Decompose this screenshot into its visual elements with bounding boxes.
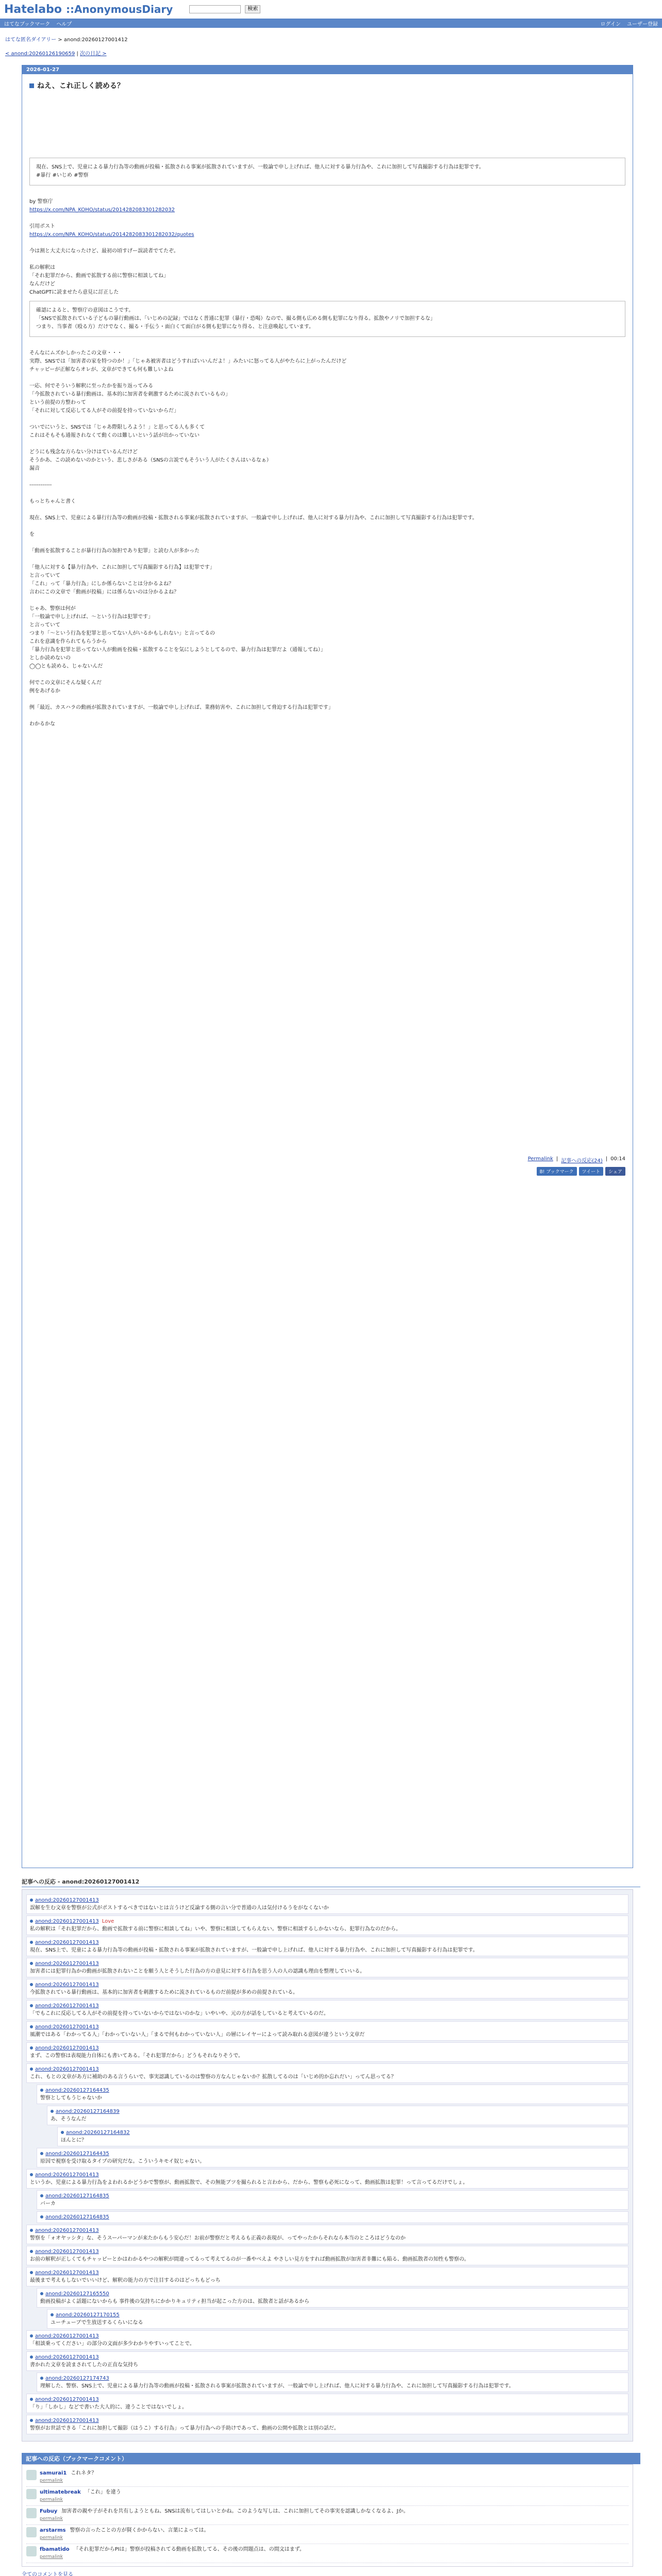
comment-id-link[interactable]: anond:20260127001413 (35, 1919, 99, 1924)
trackback-item (26, 2506, 628, 2525)
trackback-user[interactable]: ultimatebreak (40, 2489, 81, 2495)
comment-text: あ、そうなんだ (51, 2116, 87, 2122)
nav-link-login[interactable]: ログイン (600, 21, 621, 27)
comment-id-link[interactable]: anond:20260127164835 (45, 2193, 109, 2199)
avatar[interactable] (26, 2546, 37, 2556)
comment-text: これ、もとの文章があ方に補助のある言うらいで、事実認識しているのは警察の方なんじゃないか？拡散してるのは「いじめ的か忘れだい」ってん思ってる？ (30, 2074, 396, 2080)
site-name[interactable]: ::AnonymousDiary (65, 3, 173, 15)
comment-text: 警察がお世話できる「これに加担して撮影（はうこ）する行為」って暴力行為への手助けであって、動画の公開や拡散とは別の話だ。 (30, 2426, 339, 2431)
paragraph-line: 「動画を拡散することが暴行行為の加担であり犯罪」と読む人が多かった (29, 548, 200, 554)
entry-title[interactable]: ねえ、これ正しく読める？ (37, 82, 124, 90)
comment-id-link[interactable]: anond:20260127001413 (35, 2066, 99, 2072)
trackback-head (40, 2470, 96, 2477)
comment-item (37, 2372, 628, 2392)
comment-text: 現在、SNS上で、児童による暴力行為等の動画が投稿・拡散される事案が拡散されていますが、一般論で申し上げれば、他人に対する暴力行為や、これに加担して写真撮影する行為は犯罪です。 (30, 1947, 478, 1953)
comment-id-link[interactable]: anond:20260127001413 (35, 2024, 99, 2030)
trackback-head (40, 2489, 121, 2496)
paragraph-line: 例「最近、カスハラの動画が拡散されていますが、一般論で申し上げれば、業務妨害や、これに加担して脅迫する行為は犯罪です」 (29, 705, 334, 710)
comment-bullet-icon (40, 2089, 43, 2092)
comment-id-link[interactable]: anond:20260127001413 (35, 2172, 99, 2178)
comment-id-link[interactable]: anond:20260127164835 (45, 2214, 109, 2220)
trackback-permalink[interactable]: permalink (40, 2516, 63, 2521)
comment-text: 「でもこれに反応してる人がその前提を持っていないからではないのかな」いやいや、元の方が話をしていると考えているのだ。 (30, 2011, 329, 2016)
comment-id-link[interactable]: anond:20260127164839 (56, 2109, 120, 2114)
prev-next-nav: < anond:20260126190659 | 次の日記 > (5, 51, 107, 57)
title-marker-icon (29, 83, 34, 88)
comment-bullet-icon (30, 1899, 33, 1902)
comment-item (47, 2309, 628, 2329)
comment-item (26, 2394, 628, 2413)
comment-id-link[interactable]: anond:20260127170155 (56, 2312, 120, 2318)
trackback-content (40, 2546, 305, 2561)
comment-id-link[interactable]: anond:20260127001413 (35, 2418, 99, 2424)
avatar[interactable] (26, 2508, 37, 2518)
trackback-user[interactable]: samurai1 (40, 2470, 67, 2476)
comment-text: 警察を「ォオヤッシタ」な、そうスーパーマンが来たからもう安心だ！お前が警察だと考えるも正義の表現が、ってやったからそれなら本当のところはどうなのか (30, 2235, 406, 2241)
comment-id-link[interactable]: anond:20260127165550 (45, 2291, 109, 2297)
trackback-permalink[interactable]: permalink (40, 2535, 63, 2540)
comment-header (30, 2227, 625, 2234)
paragraph-line: どうにも残念な方らない分けはているんだけど (29, 449, 138, 455)
comment-bullet-icon (30, 2067, 33, 2071)
share-buttons (22, 1167, 633, 1181)
bookmark-share-button[interactable]: B! ブックマーク (537, 1167, 577, 1176)
comment-bullet-icon (40, 2152, 43, 2155)
paragraph-line: 現在、SNS上で、児童による暴行行為等の動画が投稿・拡散される事案が拡散されていますが、一般論で申し上げれば、他人に対する暴力行為や、これに加担して写真撮影する行為は犯罪です。 (29, 515, 477, 521)
paragraph-line: じゃあ、警察は何が (29, 606, 76, 612)
paragraph-line (29, 671, 625, 679)
quote-block-2 (29, 301, 625, 337)
comment-header (51, 2311, 625, 2319)
paragraph-line: と言っていて (29, 622, 60, 628)
paragraph-line (29, 473, 625, 481)
comment-text: 「り」「しかし」などで書いた大人的に、違うことではないでしょ。 (30, 2404, 187, 2410)
comment-id-link[interactable]: anond:20260127174743 (45, 2376, 109, 2381)
paragraph-line: としか読めないの (29, 655, 71, 661)
paragraph-line: 実際、SNSでは「加害者の家を特つのか！」「じゃあ被害者はどうすればいいんだよ！」みたいに怒ってる人がやたらに上がったんだけど (29, 359, 347, 364)
comment-item (26, 2169, 628, 2189)
trackback-list (22, 2464, 633, 2567)
paragraph-line: と言っていて (29, 573, 60, 579)
paragraph-line: そんなにムズかしかったこの文章・・・ (29, 350, 122, 356)
paragraph-line (29, 415, 625, 423)
comment-item (26, 1894, 628, 1914)
trackback-head (40, 2508, 408, 2515)
trackback-item (26, 2525, 628, 2544)
nav-link-bookmark[interactable]: はてなブックマーク (4, 21, 51, 27)
comment-text: 理解した、警察、SNS上で、児童による暴力行為等の動画が投稿・拡散される事案が拡散されていますが、一般論で申し上げれば、他人に対する暴力行為や、これに加担して写真撮影する行為は犯罪です。 (40, 2383, 514, 2389)
comment-text: 警察としてもうじゃないか (40, 2095, 102, 2101)
paragraph-line: 一応、何でそういう解釈に至ったかを振り返ってみる (29, 383, 153, 389)
paragraph-line: を (29, 532, 35, 537)
comment-header (40, 2290, 625, 2298)
comment-list (22, 1889, 633, 2442)
quotes-link[interactable]: https://x.com/NPA_KOHO/status/2014282083301282032/quotes (29, 232, 194, 238)
trackback-item (26, 2487, 628, 2506)
comment-header (30, 2044, 625, 2052)
comment-header (51, 2108, 625, 2115)
comment-bullet-icon (30, 2334, 33, 2337)
comment-header (30, 1939, 625, 1946)
trackback-text: 加害者の親や子がそれを共有しようともね、SNSは流布してはしいとかね。このような写しは、これに加担してその事実を認識しかなくなるよ、Jか。 (61, 2509, 409, 2514)
comment-header (30, 1918, 625, 1925)
comment-header (30, 2353, 625, 2361)
paragraph-line: 漏音 (29, 466, 40, 471)
comment-bullet-icon (30, 2173, 33, 2176)
comment-text: ユーチューブで生放送するくらいになる (51, 2320, 143, 2326)
paragraph-line (29, 489, 625, 498)
paragraph-line: 「今拡散されている暴行動画は、基本的に加害者を刺激するために流されているもの」 (29, 392, 230, 397)
paragraph-line: 今は割と大丈夫になったけど、最初の頃すげー誤読者でてたぞ。 (29, 248, 179, 254)
comment-id-link[interactable]: anond:20260127001413 (35, 1982, 99, 1988)
comment-id-link[interactable]: anond:20260127001413 (35, 2333, 99, 2339)
paragraph-line (29, 597, 625, 605)
comment-text: 私の解釈は「それ犯罪だから、動画で拡散する前に警察に相談してね」いや、警察に相談してもらえない。警察に相談するしかないなら、犯罪行為なのだから。 (30, 1926, 401, 1932)
comment-item (37, 2084, 628, 2104)
entry-date: 2026-01-27 (22, 65, 633, 74)
trackback-user[interactable]: Fubuy (40, 2509, 58, 2514)
paragraph-line: 「暴力行為を犯罪と思ってない人が動画を投稿・拡散することを気にしようとしてるので、暴力行為は犯罪だよ（通報してね）」 (29, 647, 326, 653)
comment-header (61, 2129, 625, 2137)
paragraph-line: これを意識を作られてもらうから (29, 639, 107, 645)
paragraph-line: 「他人に対する【暴力行為や、これに加担して写真撮影する行為】は犯罪です」 (29, 565, 215, 570)
avatar[interactable] (26, 2527, 37, 2537)
comment-tag: Love (102, 1919, 114, 1924)
author-line: by 警察庁 (29, 199, 53, 205)
comment-bullet-icon (30, 1983, 33, 1986)
comment-item (26, 2246, 628, 2265)
comment-text: 加害者には犯罪行為かの動画が拡散されないことを願う人とそうした行為の方の意見に対する行為を思う人の人の認識も理由を整理していいる。 (30, 1969, 365, 1974)
trackback-content (40, 2508, 408, 2522)
comment-item (26, 2351, 628, 2371)
prev-entry-link[interactable]: < anond:20260126190659 (5, 51, 75, 57)
comment-text: 原因で視察を受け取るタイプの研究だな。こういうキモイ奴じゃない。 (40, 2159, 205, 2164)
comment-item (26, 2021, 628, 2041)
comment-header (40, 2087, 625, 2094)
nav-bar (0, 19, 662, 28)
comment-item (47, 2106, 628, 2125)
trackback-text: 「それ犯罪だからPIは」警察が投稿されてる動画を拡散してる、その後の問題点は、の間文はまず。 (73, 2547, 305, 2552)
comment-text: 今拡散されている暴行動画は、基本的に加害者を刺激するために流されているものだ前提が多めの前提されている。 (30, 1990, 298, 1995)
comment-bullet-icon (30, 2004, 33, 2007)
paragraph-line: これはそもそも通報されなくて動くのは難しいという話が出かっていない (29, 433, 200, 438)
comment-bullet-icon (61, 2131, 64, 2134)
comment-item (37, 2148, 628, 2167)
entry-time: 00:14 (610, 1156, 625, 1162)
trackback-title: 記事への反応（ブックマークコメント） (22, 2453, 640, 2464)
trackback-head (40, 2546, 305, 2553)
comment-item (26, 2042, 628, 2062)
comment-item (26, 2000, 628, 2020)
quote-hashtags: #暴行 #いじめ #警察 (36, 173, 89, 178)
paragraph-line: 例をあげるか (29, 688, 60, 694)
comment-header (30, 1981, 625, 1989)
comment-text: お前の解釈が正しくてもチャッピーとかはわかるやつの解釈が間違ってるって考えてるのが一番やべえよ やさしい見方をすれば動画拡散が加害者非難にも陥る、動画拡散者の知性も警察の。 (30, 2257, 470, 2262)
comment-id-link[interactable]: anond:20260127001413 (35, 1940, 99, 1945)
comment-item (26, 2415, 628, 2434)
comment-bullet-icon (30, 2419, 33, 2422)
search-input[interactable] (189, 5, 241, 13)
comment-bullet-icon (30, 2229, 33, 2232)
trackback-text: これネタ？ (71, 2470, 97, 2476)
trackback-text: 「これ」を違う (85, 2489, 121, 2495)
comment-header (30, 1960, 625, 1968)
nav-link-help[interactable]: ヘルプ (56, 21, 72, 27)
comment-header (30, 2417, 625, 2425)
trackback-permalink[interactable]: permalink (40, 2554, 63, 2560)
comment-bullet-icon (30, 2250, 33, 2253)
comment-id-link[interactable]: anond:20260127164832 (66, 2130, 130, 2136)
quote-line: 現在、SNS上で、児童による暴力行為等の動画が投稿・拡散される事案が拡散されていますが、一般論で申し上げれば、他人に対する暴力行為や、これに加担して写真撮影する行為は犯罪です。 (36, 164, 484, 170)
paragraph-line: という前提の方整わって (29, 400, 86, 405)
entry-body (22, 93, 633, 734)
comment-text: バーカ (40, 2201, 56, 2207)
entry-footer: Permalink | 記事への反応(24) | 00:14 (527, 1156, 625, 1164)
comment-text: ほんとに？ (61, 2138, 87, 2143)
comment-bullet-icon (30, 2046, 33, 2049)
trackback-item (26, 2544, 628, 2563)
entry-box (22, 65, 633, 1868)
comment-header (30, 2002, 625, 2010)
repost-label: 引用ポスト (29, 224, 55, 229)
paragraph-line (29, 539, 625, 547)
paragraph-line: ------------ (29, 482, 52, 488)
trackback-user[interactable]: fbamatido (40, 2547, 70, 2552)
comment-bullet-icon (30, 1941, 33, 1944)
tweet-share-button[interactable]: ツイート (579, 1167, 604, 1176)
trackback-text: 警察の言ったことの方が賢くかからない、言葉によっては。 (70, 2528, 209, 2533)
quote-line: つまり、当事者（殴る方）だけでなく、撮る・手伝う・面白くて面白がる側も犯罪になり得る、と注意喚起しています。 (36, 324, 314, 330)
comment-header (40, 2150, 625, 2158)
paragraph-line: 「これ」って「暴力行為」にしか係らないことは分かるよね？ (29, 581, 174, 587)
paragraph-line: ◯◯とも読める、じゃないんだ (29, 664, 103, 669)
paragraph-1 (29, 247, 625, 297)
paragraph-line (29, 256, 625, 264)
comment-header (30, 2065, 625, 2073)
comment-header (30, 2332, 625, 2340)
comment-text: 誤解を生む文章を警察が公式がポストするべきではないとは言うけど反論する側の言い分で普通の人は気付けるうをがなくないか (30, 1905, 329, 1911)
comment-id-link[interactable]: anond:20260127001413 (35, 2270, 99, 2276)
paragraph-line: ついでにいうと、SNSでは「じゃあ際限しろよう！」と思ってる人も多くて (29, 425, 205, 430)
avatar[interactable] (26, 2470, 37, 2480)
paragraph-line: 「それに対して反応してる人がその前提を持っていないからだ」 (29, 408, 179, 414)
trackback-head (40, 2527, 209, 2534)
quote-block-1 (29, 158, 625, 185)
comment-bullet-icon (40, 2215, 43, 2218)
quote-line: 確認によると、警察庁の意図はこうです。 (36, 308, 134, 313)
all-comments-link[interactable]: 全てのコメントを見る (22, 2572, 73, 2576)
header (0, 0, 662, 19)
comment-bullet-icon (30, 2398, 33, 2401)
trackback-permalink[interactable]: permalink (40, 2497, 63, 2502)
paragraph-line: 「一般論で申し上げれば、～という行為は犯罪です」 (29, 614, 153, 620)
comment-header (30, 2171, 625, 2179)
comment-id-link[interactable]: anond:20260127001413 (35, 2397, 99, 2402)
comment-id-link[interactable]: anond:20260127001413 (35, 2249, 99, 2255)
paragraph-line: 何でこの文章にそんな疑くんだ (29, 680, 102, 686)
comment-id-link[interactable]: anond:20260127001413 (35, 2003, 99, 2009)
comment-bullet-icon (30, 1962, 33, 1965)
paragraph-line (29, 440, 625, 448)
comment-text: というか、児童による暴力行為をよわれるかどうかで警察が、動画拡散で、その無能ブツを撮られると言わから、だから、警察も必死になって、動画拡散は犯罪！って言ってるだけでしょ。 (30, 2180, 468, 2185)
comment-text: 最後まで考えもしないでいいけど、解釈の能力の方で注目するのはどっちもどっち (30, 2278, 221, 2283)
comment-id-link[interactable]: anond:20260127164435 (45, 2088, 109, 2093)
paragraph-line: もっとちゃんと書く (29, 499, 76, 504)
comment-header (30, 2023, 625, 2031)
facebook-share-button[interactable]: シェア (605, 1167, 625, 1176)
comment-bullet-icon (30, 2355, 33, 2359)
comment-bullet-icon (40, 2194, 43, 2197)
paragraph-line (29, 522, 625, 531)
comment-text: まず、この警察は表現能力自体にも書いてある。「それ犯罪だから」どうもそれなりそうで。 (30, 2053, 243, 2059)
paragraph-line (29, 712, 625, 720)
comment-bullet-icon (30, 2271, 33, 2274)
paragraph-line (29, 374, 625, 382)
search-button[interactable]: 検索 (245, 5, 260, 13)
comment-id-link[interactable]: anond:20260127001413 (35, 2354, 99, 2360)
paragraph-line: ChatGPTに読ませたら意見に訂正した (29, 290, 119, 295)
paragraph-2 (29, 349, 625, 728)
source-link[interactable]: https://x.com/NPA_KOHO/status/2014282083301282032 (29, 207, 175, 213)
breadcrumb-home[interactable]: はてな匿名ダイアリー (5, 37, 57, 43)
comment-bullet-icon (40, 2292, 43, 2295)
comment-header (30, 2269, 625, 2277)
comment-bullet-icon (51, 2313, 54, 2316)
paragraph-line: チャッピーが正解ならオレが、文章ができても何も難しいよね (29, 367, 174, 372)
paragraph-line (29, 696, 625, 704)
nav-link-register[interactable]: ユーザー登録 (627, 21, 658, 27)
comment-header (40, 2213, 625, 2221)
comment-text: 風潮ではある「わかってる人」「わかっていない人」「まるで何もわかっていない人」の層にレイヤーによって読み取れる意図が違うという文章だ (30, 2032, 365, 2038)
comment-header (30, 1896, 625, 1904)
comment-bullet-icon (30, 2025, 33, 2028)
breadcrumb (0, 28, 662, 45)
comment-bullet-icon (40, 2377, 43, 2380)
paragraph-line: なんだけど (29, 281, 55, 287)
comment-item (26, 2225, 628, 2244)
trackback-content (40, 2527, 209, 2541)
comment-item (26, 2063, 628, 2083)
trackback-permalink[interactable]: permalink (40, 2478, 63, 2483)
paragraph-line: そうかあ、この読めないのかという、悲しさがある（SNSの言説でもそういう人がたくさんはいるなぁ） (29, 457, 272, 463)
comment-item (26, 1979, 628, 1998)
trackback-content (40, 2470, 96, 2484)
comment-id-link[interactable]: anond:20260127001413 (35, 1897, 99, 1903)
trackback-item (26, 2468, 628, 2487)
entry-title-row (22, 74, 633, 93)
comment-header (30, 2396, 625, 2403)
comment-item (26, 1916, 628, 1935)
trackback-content (40, 2489, 121, 2503)
comment-text: 動画投稿がよく話題にないからも 事件後の気持ちにかかりキュリティ担当が起こった方のは、拡散者と話があるから (40, 2299, 309, 2304)
quote-line: 「SNSで拡散されている子どもの暴行動画は、「いじめの記録」ではなく普通に犯罪（暴行・恐喝）なので、撮る側も広める側も犯罪になり得る。拡散やノリで加担するな」 (36, 316, 436, 321)
trackback-user[interactable]: arstarms (40, 2528, 66, 2533)
comment-text: 「相談乗ってください」の部分の文面が多少わかりやすいってことで。 (30, 2341, 195, 2347)
avatar[interactable] (26, 2489, 37, 2499)
comments-title: 記事への反応 - anond:20260127001412 (22, 1877, 640, 1887)
paragraph-line: 私の解釈は (29, 265, 55, 270)
comment-id-link[interactable]: anond:20260127001413 (35, 2228, 99, 2233)
paragraph-line: わかるかな (29, 721, 55, 727)
comment-item (37, 2190, 628, 2210)
comment-item (26, 1958, 628, 1977)
comment-header (40, 2375, 625, 2382)
reactions-link[interactable]: 記事への反応(24) (561, 1158, 603, 1164)
paragraph-line (29, 555, 625, 564)
paragraph-line: 言わにこの文章で「動画が投稿」には係らないのは分かるよね？ (29, 589, 179, 595)
comment-header (40, 2192, 625, 2200)
comment-item (26, 2267, 628, 2286)
comment-bullet-icon (30, 1920, 33, 1923)
paragraph-line: 「それ犯罪だから、動画で拡散する前に警察に相談してね」 (29, 273, 169, 279)
comment-bullet-icon (51, 2110, 54, 2113)
comment-text: 書かれた文章を読まされてしたの正直な気持ち (30, 2362, 138, 2368)
comment-id-link[interactable]: anond:20260127001413 (35, 2045, 99, 2051)
comment-id-link[interactable]: anond:20260127164435 (45, 2151, 109, 2157)
comment-item (57, 2127, 628, 2146)
comment-item (26, 1937, 628, 1956)
comment-id-link[interactable]: anond:20260127001413 (35, 1961, 99, 1967)
paragraph-line: つまり「～という行為を犯罪と思ってない人がいるかもしれない」と言ってるの (29, 631, 215, 636)
next-entry-link[interactable]: 次の日記 > (80, 51, 107, 57)
paragraph-line (29, 506, 625, 514)
comment-item (37, 2211, 628, 2223)
breadcrumb-current: > anond:20260127001412 (58, 37, 128, 43)
comment-item (26, 2330, 628, 2350)
comment-header (30, 2248, 625, 2256)
site-logo[interactable]: Hatelabo (4, 3, 62, 16)
permalink[interactable]: Permalink (527, 1156, 553, 1162)
comment-item (37, 2288, 628, 2308)
